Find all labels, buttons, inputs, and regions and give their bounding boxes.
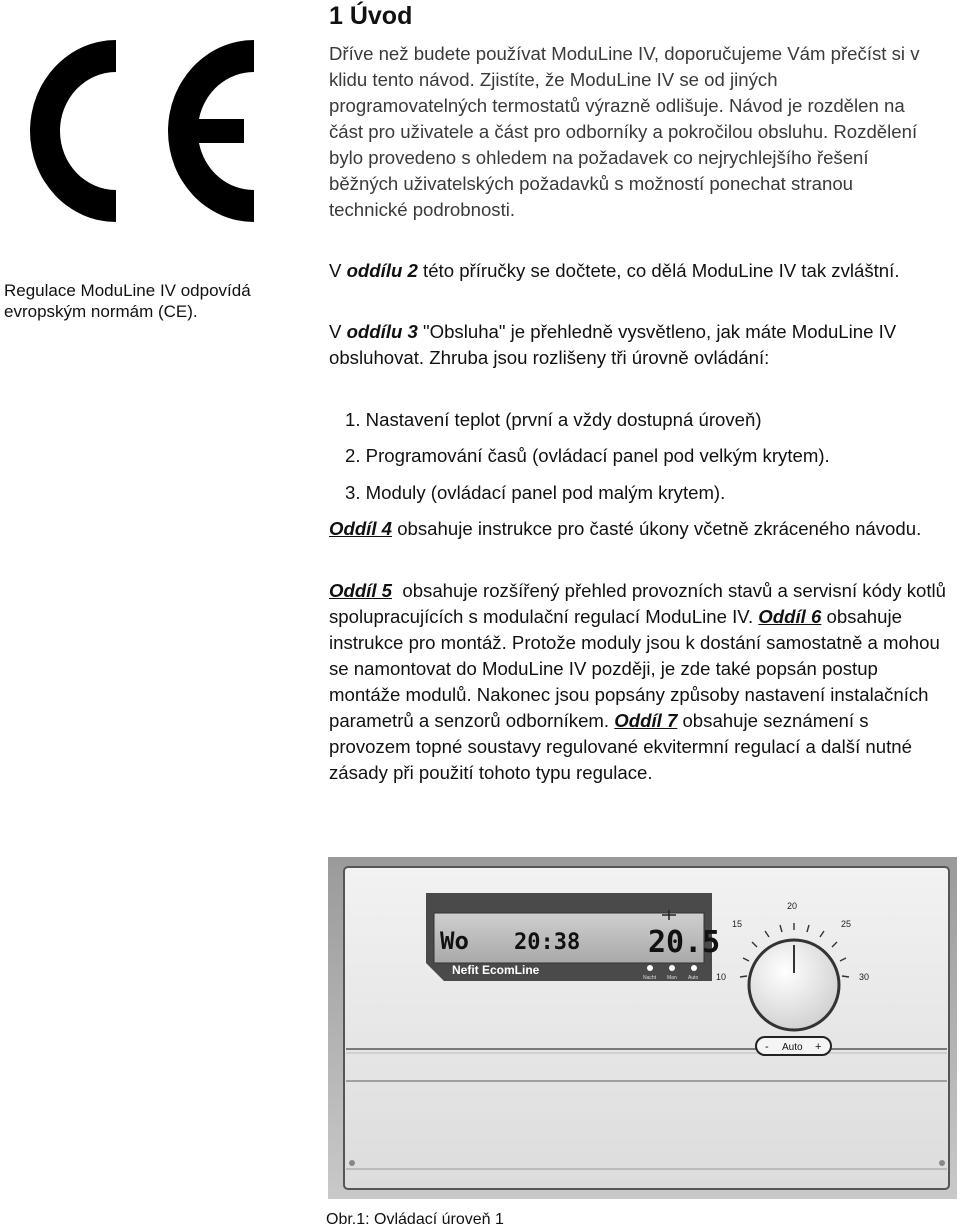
figure-caption: Obr.1: Ovládací úroveň 1: [326, 1211, 504, 1228]
screw-left: [349, 1160, 355, 1166]
brand-label: Nefit EcomLine: [452, 963, 540, 977]
dial-mark-15: 15: [732, 919, 743, 929]
list-item-level-3: 3. Moduly (ovládací panel pod malým krytem).: [345, 482, 726, 503]
paragraph-section-4: Oddíl 4 obsahuje instrukce pro časté úkony včetně zkráceného návodu.: [329, 518, 922, 539]
auto-button-plus: +: [815, 1041, 822, 1053]
indicator-auto: [691, 965, 697, 971]
list-item-level-2: 2. Programování časů (ovládací panel pod velkým krytem).: [345, 445, 830, 466]
ce-logo: [18, 36, 268, 226]
list-item-level-1: 1. Nastavení teplot (první a vždy dostupná úroveň): [345, 409, 762, 430]
paragraph-section-2: V oddílu 2 této příručky se dočtete, co dělá ModuLine IV tak zvláštní.: [329, 260, 900, 281]
ce-letter-c: [30, 40, 116, 222]
section-ref-7: Oddíl 7: [614, 710, 678, 731]
indicator-man: [669, 965, 675, 971]
device-photo: [328, 857, 957, 1199]
indicator-nacht: [647, 965, 653, 971]
section-ref-2: oddílu 2: [346, 260, 418, 281]
section-ref-5: Oddíl 5: [329, 580, 393, 601]
lcd-temperature: 20.5: [648, 925, 721, 960]
indicator-label-nacht: Nacht: [643, 975, 657, 981]
dial-mark-20: 20: [787, 901, 798, 911]
dial-mark-25: 25: [841, 919, 852, 929]
paragraph-section-5-6-7: Oddíl 5 obsahuje rozšířený přehled provozních stavů a servisní kódy kotlů spolupracujících s modulační regulací ModuLine IV. Oddíl 6 obsahuje instrukce pro montáž. Protože moduly jsou k dostání samostatně a mohou se namontovat do ModuLine IV později, je zde také popsán postup montáže modulů. Nakonec jsou popsány způsoby nastavení instalačních parametrů a senzorů odborníkem. Oddíl 7 obsahuje seznámení s provozem topné soustavy regulované ekvitermní regulací a další nutné zásady při použití tohoto typu regulace.: [329, 580, 952, 783]
auto-button-label: Auto: [782, 1042, 803, 1053]
section-title: 1 Úvod: [329, 2, 413, 30]
paragraph-section-3: V oddílu 3 "Obsluha" je přehledně vysvětleno, jak máte ModuLine IV obsluhovat. Zhruba jsou rozlišeny tři úrovně ovládání:: [329, 321, 897, 368]
ce-letter-e: [168, 40, 254, 222]
ce-compliance-note: Regulace ModuLine IV odpovídá evropským normám (CE).: [4, 281, 251, 321]
indicator-label-auto: Auto: [688, 975, 699, 981]
dial-mark-30: 30: [859, 972, 870, 982]
lcd-day: Wo: [440, 927, 469, 955]
section-ref-4: Oddíl 4: [329, 518, 393, 539]
section-ref-3: oddílu 3: [346, 321, 418, 342]
dial-mark-10: 10: [716, 972, 727, 982]
auto-button-minus: -: [765, 1041, 769, 1053]
indicator-label-man: Man: [667, 975, 677, 981]
intro-paragraph: Dříve než budete používat ModuLine IV, doporučujeme Vám přečíst si v klidu tento návod. Zjistíte, že ModuLine IV se od jiných programovatelných termostatů výrazně odlišuje. Návod je rozdělen na část pro uživatele a část pro odborníky a pokročilou obsluhu. Rozdělení bylo provedeno s ohledem na požadavek co nejrychlejšího řešení běžných uživatelských požadavků s možností ponechat stranou technické podrobnosti.: [329, 43, 920, 220]
screw-right: [939, 1160, 945, 1166]
section-ref-6: Oddíl 6: [758, 606, 822, 627]
lcd-time: 20:38: [514, 930, 581, 955]
